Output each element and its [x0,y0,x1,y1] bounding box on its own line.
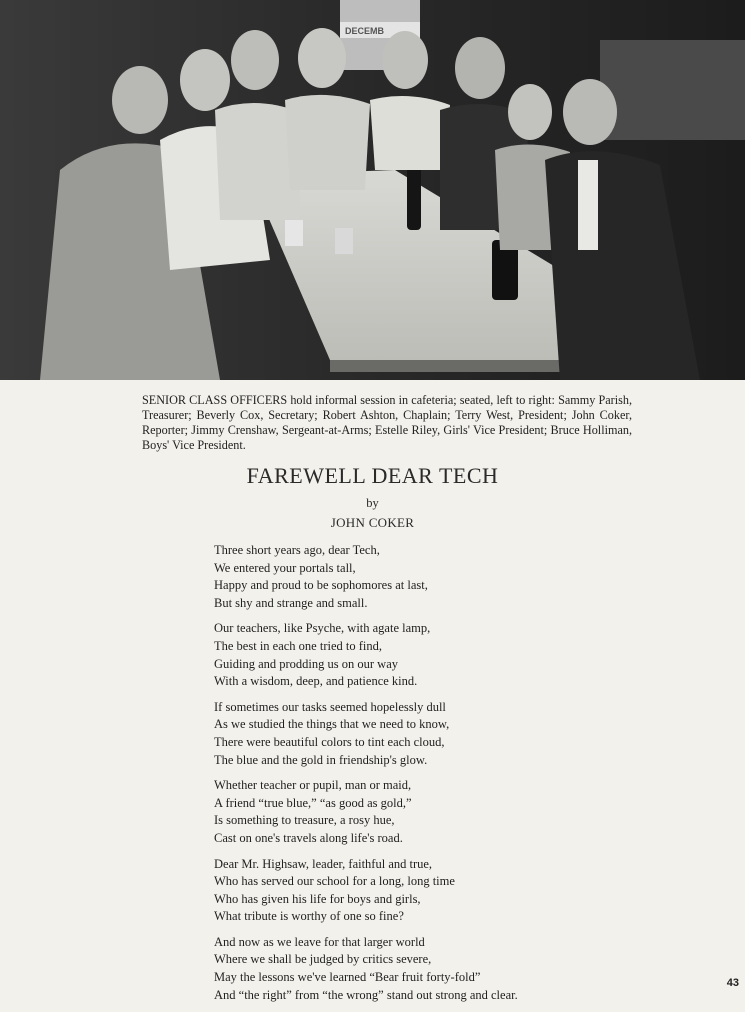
poem-line: We entered your portals tall, [214,560,356,575]
poem-line: Happy and proud to be sophomores at last, [214,578,428,593]
photo-illustration [0,0,745,380]
poem-line: And “the right” from “the wrong” stand out strong and clear. [214,987,518,1002]
poem-line: What tribute is worthy of one so fine? [214,909,404,924]
calendar-text: DECEMB [345,26,385,36]
poem-line: Dear Mr. Highsaw, leader, faithful and true, [214,856,433,871]
poem-line: As we studied the things that we need to know, [214,717,450,732]
poem-stanza-5 [214,856,594,926]
poem-line: Cast on one's travels along life's road. [214,830,403,845]
poem-line: Is something to treasure, a rosy hue, [214,813,395,828]
cafeteria-photo [0,0,745,380]
poem-line: But shy and strange and small. [214,595,368,610]
poem-line: Whether teacher or pupil, man or maid, [214,778,412,793]
poem-title: FAREWELL DEAR TECH [246,463,499,488]
poem-stanza-3 [214,699,594,769]
poem-line: With a wisdom, deep, and patience kind. [214,674,418,689]
poem-line: May the lessons we've learned “Bear fruit forty-fold” [214,970,481,985]
poem-stanza-1 [214,542,594,612]
poem-author: JOHN COKER [330,515,415,530]
poem-line: Our teachers, like Psyche, with agate lamp, [214,621,431,636]
poem-line: Three short years ago, dear Tech, [214,543,380,557]
poem-stanza-2 [214,620,594,690]
poem-stanza-6 [214,934,594,1004]
poem-line: The blue and the gold in friendship's glow. [214,752,428,767]
poem-line: The best in each one tried to find, [214,638,382,653]
poem-line: Who has served our school for a long, long time [214,874,455,889]
poem-body [214,542,594,1012]
poem-line: Who has given his life for boys and girls, [214,891,421,906]
poem-line: If sometimes our tasks seemed hopelessly dull [214,699,446,714]
poem-line: And now as we leave for that larger world [214,934,425,949]
poem-line: Where we shall be judged by critics severe, [214,952,432,967]
poem-line: A friend “true blue,” “as good as gold,” [214,795,412,810]
poem-line: There were beautiful colors to tint each cloud, [214,734,445,749]
photo-caption: SENIOR CLASS OFFICERS hold informal session in cafeteria; seated, left to right: Sammy Parish, Treasurer; Beverly Cox, Secretary; Robert Ashton, Chaplain; Terry West, President; John Coker, Reporter; Jimmy Crenshaw, Sergeant-at-Arms; Estelle Riley, Girls' Vice President; Bruce Holliman, Boys' Vice President. [142,393,632,452]
poem-line: Guiding and prodding us on our way [214,656,399,671]
page-number: 43 [726,977,739,989]
poem-byline: by [366,496,379,510]
poem-stanza-4 [214,777,594,847]
